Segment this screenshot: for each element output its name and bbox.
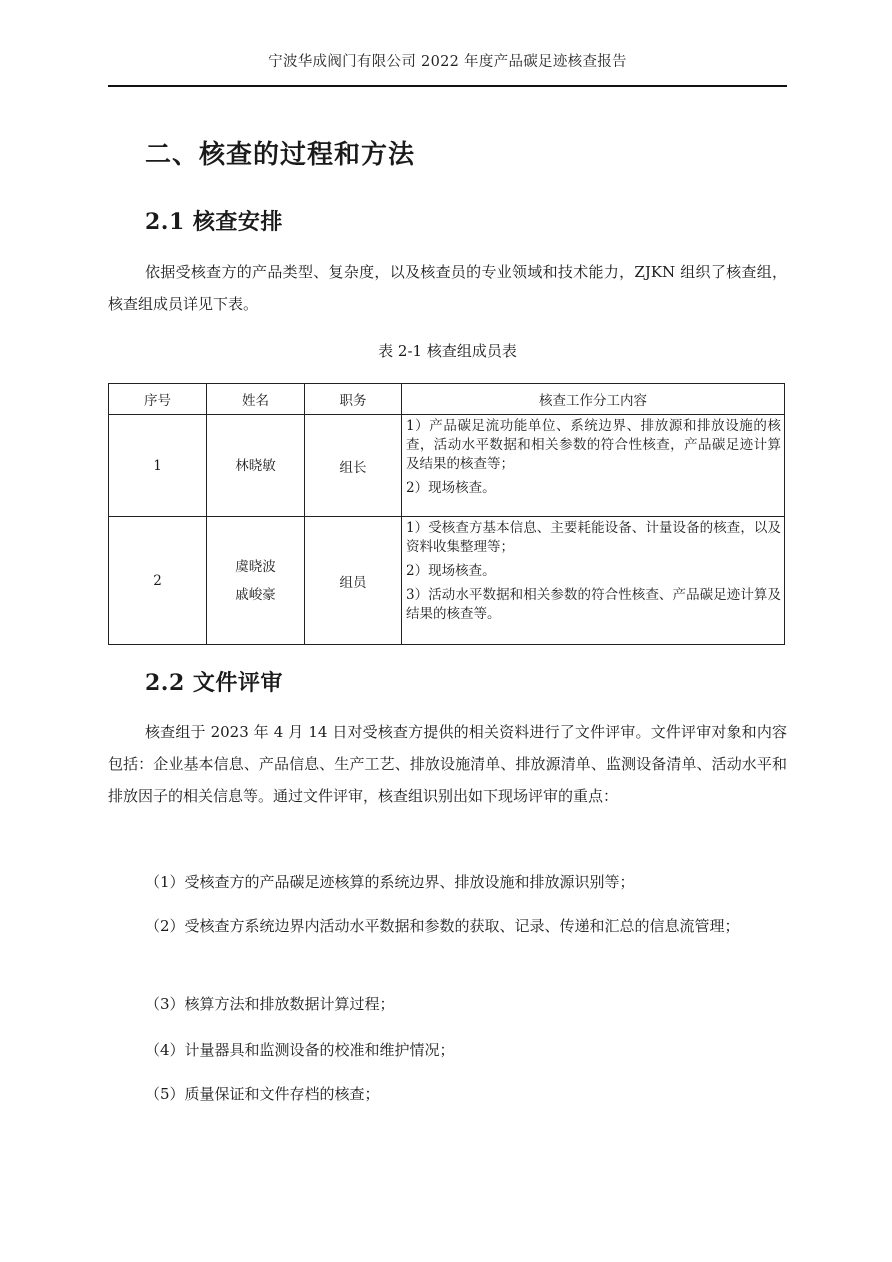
member-name: 林晓敏	[235, 457, 276, 474]
row-names	[207, 415, 305, 517]
header-rule	[108, 85, 787, 87]
duty-item: 3）活动水平数据和相关参数的符合性核查、产品碳足迹计算及结果的核查等。	[406, 587, 781, 622]
member-name: 戚峻豪	[235, 586, 276, 603]
row-duties	[402, 517, 785, 645]
review-point: （5）质量保证和文件存档的核查；	[145, 1085, 380, 1103]
member-name: 虞晓波	[235, 558, 276, 575]
section-title: 二、核查的过程和方法	[145, 140, 416, 170]
table-caption: 表 2-1 核查组成员表	[378, 342, 517, 360]
row-no: 1	[109, 415, 207, 517]
subsection-title-2-1: 2.1 核查安排	[145, 209, 283, 235]
col-header-name: 姓名	[207, 384, 305, 415]
duty-item: 1）产品碳足流功能单位、系统边界、排放源和排放设施的核查，活动水平数据和相关参数的符合性核查，产品碳足迹计算及结果的核查等；	[406, 418, 781, 472]
row-names	[207, 517, 305, 645]
table-row	[109, 415, 785, 517]
row-duties	[402, 415, 785, 517]
review-paragraph: 核查组于 2023 年 4 月 14 日对受核查方提供的相关资料进行了文件评审。文件评审对象和内容包括：企业基本信息、产品信息、生产工艺、排放设施清单、排放源清单、监测设备清单、活动水平和排放因子的相关信息等。通过文件评审，核查组识别出如下现场评审的重点：	[108, 723, 787, 805]
duty-item: 2）现场核查。	[406, 480, 496, 496]
col-header-no: 序号	[109, 384, 207, 415]
col-header-role: 职务	[305, 384, 402, 415]
row-role: 组长	[305, 415, 402, 517]
review-point: （4）计量器具和监测设备的校准和维护情况；	[145, 1041, 455, 1059]
col-header-duties: 核查工作分工内容	[402, 384, 785, 415]
row-no: 2	[109, 517, 207, 645]
subsection-title-2-2: 2.2 文件评审	[145, 670, 283, 696]
intro-paragraph: 依据受核查方的产品类型、复杂度，以及核查员的专业领域和技术能力，ZJKN 组织了核查组，核查组成员详见下表。	[108, 263, 787, 313]
page-header: 宁波华成阀门有限公司 2022 年度产品碳足迹核查报告	[268, 54, 627, 70]
members-table	[108, 383, 785, 645]
table-row	[109, 517, 785, 645]
review-point: （1）受核查方的产品碳足迹核算的系统边界、排放设施和排放源识别等；	[145, 873, 635, 891]
table-header-row	[109, 384, 785, 415]
duty-item: 2）现场核查。	[406, 563, 496, 579]
row-role: 组员	[305, 517, 402, 645]
duty-item: 1）受核查方基本信息、主要耗能设备、计量设备的核查，以及资料收集整理等；	[406, 520, 781, 555]
review-point: （3）核算方法和排放数据计算过程；	[145, 995, 395, 1013]
review-point: （2）受核查方系统边界内活动水平数据和参数的获取、记录、传递和汇总的信息流管理；	[145, 917, 740, 935]
